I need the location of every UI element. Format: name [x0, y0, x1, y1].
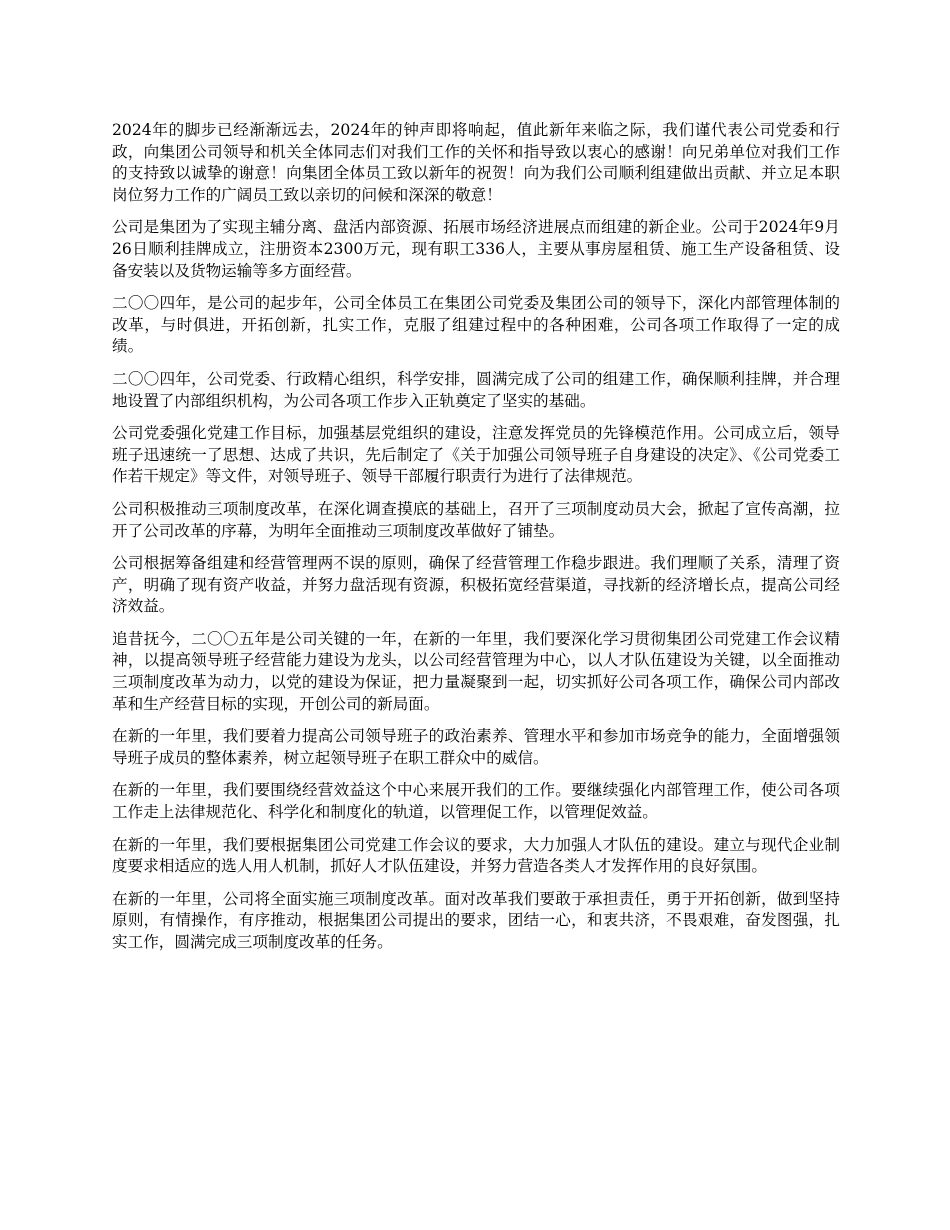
- paragraph-11: 在新的一年里，我们要根据集团公司党建工作会议的要求，大力加强人才队伍的建设。建立与现代企业制度要求相适应的选人用人机制，抓好人才队伍建设，并努力营造各类人才发挥作用的良好氛围。: [112, 835, 840, 876]
- paragraph-7: 公司根据筹备组建和经营管理两不误的原则，确保了经营管理工作稳步跟进。我们理顺了关系，清理了资产，明确了现有资产收益，并努力盘活现有资源，积极拓宽经营渠道，寻找新的经济增长点，提高公司经济效益。: [112, 554, 840, 616]
- paragraph-5: 公司党委强化党建工作目标，加强基层党组织的建设，注意发挥党员的先锋模范作用。公司成立后，领导班子迅速统一了思想、达成了共识，先后制定了《关于加强公司领导班子自身建设的决定》、《公司党委工作若干规定》等文件，对领导班子、领导干部履行职责行为进行了法律规范。: [112, 424, 840, 486]
- paragraph-2: 公司是集团为了实现主辅分离、盘活内部资源、拓展市场经济进展点而组建的新企业。公司于2024年9月26日顺利挂牌成立，注册资本2300万元，现有职工336人，主要从事房屋租赁、施工生产设备租赁、设备安装以及货物运输等多方面经营。: [112, 218, 840, 280]
- document-body: [112, 120, 840, 965]
- paragraph-9: 在新的一年里，我们要着力提高公司领导班子的政治素养、管理水平和参加市场竞争的能力，全面增强领导班子成员的整体素养，树立起领导班子在职工群众中的威信。: [112, 727, 840, 767]
- paragraph-8: 追昔抚今，二〇〇五年是公司关键的一年，在新的一年里，我们要深化学习贯彻集团公司党建工作会议精神，以提高领导班子经营能力建设为龙头，以公司经营管理为中心，以人才队伍建设为关键，以全面推动三项制度改革为动力，以党的建设为保证，把力量凝聚到一起，切实抓好公司各项工作，确保公司内部改革和生产经营目标的实现，开创公司的新局面。: [112, 629, 840, 713]
- paragraph-4: 二〇〇四年，公司党委、行政精心组织，科学安排，圆满完成了公司的组建工作，确保顺利挂牌，并合理地设置了内部组织机构，为公司各项工作步入正轨奠定了坚实的基础。: [112, 369, 840, 410]
- paragraph-12: 在新的一年里，公司将全面实施三项制度改革。面对改革我们要敢于承担责任，勇于开拓创新，做到坚持原则，有情操作，有序推动，根据集团公司提出的要求，团结一心，和衷共济，不畏艰难，奋发图强，扎实工作，圆满完成三项制度改革的任务。: [112, 889, 840, 951]
- paragraph-6: 公司积极推动三项制度改革，在深化调查摸底的基础上，召开了三项制度动员大会，掀起了宣传高潮，拉开了公司改革的序幕，为明年全面推动三项制度改革做好了铺垫。: [112, 499, 840, 540]
- paragraph-10: 在新的一年里，我们要围绕经营效益这个中心来展开我们的工作。要继续强化内部管理工作，使公司各项工作走上法律规范化、科学化和制度化的轨道，以管理促工作，以管理促效益。: [112, 781, 840, 822]
- paragraph-3: 二〇〇四年，是公司的起步年，公司全体员工在集团公司党委及集团公司的领导下，深化内部管理体制的改革，与时俱进，开拓创新，扎实工作，克服了组建过程中的各种困难，公司各项工作取得了一定的成绩。: [112, 294, 840, 356]
- paragraph-1: 2024年的脚步已经渐渐远去，2024年的钟声即将响起，值此新年来临之际，我们谨代表公司党委和行政，向集团公司领导和机关全体同志们对我们工作的关怀和指导致以衷心的感谢！向兄弟单位对我们工作的支持致以诚挚的谢意！向集团全体员工致以新年的祝贺！向为我们公司顺利组建做出贡献、并立足本职岗位努力工作的广阔员工致以亲切的问候和深深的敬意！: [112, 121, 840, 204]
